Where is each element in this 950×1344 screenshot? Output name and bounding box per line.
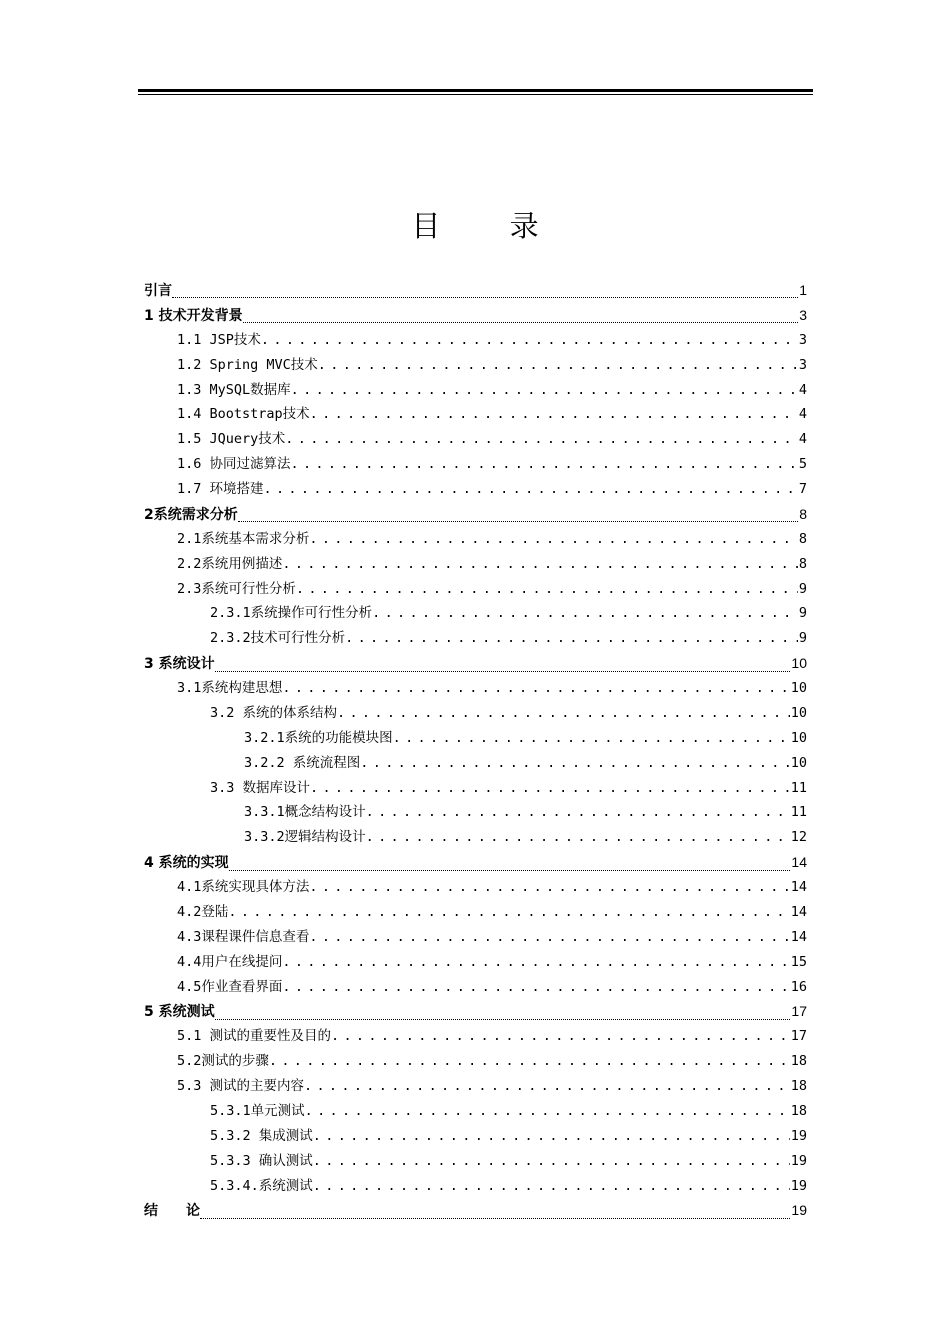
toc-leader-dots bbox=[331, 1024, 790, 1049]
header-rule-thin bbox=[138, 94, 813, 95]
toc-leader-dots bbox=[296, 577, 798, 602]
toc-entry-label: 4.4用户在线提问 bbox=[177, 953, 283, 970]
toc-entry[interactable] bbox=[144, 800, 807, 825]
toc-entry-label: 2.1系统基本需求分析 bbox=[177, 530, 310, 547]
toc-entry-page-number: 15 bbox=[790, 953, 807, 970]
toc-entry[interactable] bbox=[144, 328, 807, 353]
toc-entry-page-number: 4 bbox=[798, 406, 807, 423]
toc-entry[interactable] bbox=[144, 378, 807, 403]
page-title: 目 录 bbox=[411, 209, 569, 243]
toc-leader-dots bbox=[309, 925, 789, 950]
toc-entry-page-number: 18 bbox=[790, 1078, 807, 1094]
table-of-contents bbox=[144, 278, 807, 1223]
toc-entry-label: 2.3.1系统操作可行性分析 bbox=[210, 605, 373, 622]
toc-leader-dots bbox=[291, 378, 798, 403]
toc-entry-page-number: 12 bbox=[790, 829, 807, 846]
toc-entry-label: 1.1 JSP技术 bbox=[177, 331, 261, 348]
toc-entry-page-number: 8 bbox=[798, 530, 807, 547]
toc-leader-dots bbox=[366, 800, 790, 825]
toc-entry[interactable] bbox=[144, 701, 807, 726]
toc-leader-dots bbox=[310, 402, 798, 427]
toc-entry-label: 3.2.1系统的功能模块图 bbox=[244, 729, 393, 746]
toc-entry-page-number: 9 bbox=[798, 630, 807, 647]
toc-entry-page-number: 3 bbox=[798, 331, 807, 348]
toc-entry-label: 1.5 JQuery技术 bbox=[177, 431, 286, 448]
toc-leader-dots bbox=[215, 662, 791, 672]
toc-leader-dots bbox=[172, 288, 798, 298]
toc-leader-dots bbox=[282, 676, 789, 701]
toc-entry[interactable] bbox=[144, 1074, 807, 1099]
toc-entry-label: 1.2 Spring MVC技术 bbox=[177, 356, 318, 373]
toc-entry-page-number: 19 bbox=[790, 1177, 807, 1194]
toc-entry[interactable] bbox=[144, 1049, 807, 1074]
toc-entry-page-number: 7 bbox=[798, 481, 807, 497]
toc-leader-dots bbox=[228, 900, 789, 925]
toc-entry[interactable] bbox=[144, 601, 807, 626]
toc-entry[interactable] bbox=[144, 776, 807, 801]
toc-leader-dots bbox=[285, 427, 798, 452]
toc-entry-page-number: 8 bbox=[798, 555, 807, 572]
toc-entry[interactable] bbox=[144, 875, 807, 900]
toc-entry-label: 3.1系统构建思想 bbox=[177, 680, 283, 696]
toc-leader-dots bbox=[282, 950, 789, 975]
toc-entry-label: 3.2.2 系统流程图 bbox=[244, 754, 361, 771]
toc-entry-label: 2.3系统可行性分析 bbox=[177, 580, 296, 597]
toc-entry[interactable] bbox=[144, 427, 807, 452]
toc-entry-label: 4.2登陆 bbox=[177, 903, 229, 920]
toc-leader-dots bbox=[291, 452, 798, 477]
toc-leader-dots bbox=[309, 527, 797, 552]
toc-entry-page-number: 14 bbox=[790, 903, 807, 920]
toc-entry[interactable] bbox=[144, 502, 807, 527]
toc-entry-label: 3.2 系统的体系结构 bbox=[210, 704, 338, 721]
toc-entry-label: 4.5作业查看界面 bbox=[177, 978, 283, 995]
toc-entry-page-number: 4 bbox=[798, 431, 807, 448]
toc-entry[interactable] bbox=[144, 1174, 807, 1199]
toc-entry-page-number: 17 bbox=[790, 1028, 807, 1045]
toc-entry[interactable] bbox=[144, 452, 807, 477]
toc-entry-page-number: 18 bbox=[790, 1053, 807, 1070]
toc-entry-label: 1.4 Bootstrap技术 bbox=[177, 406, 310, 423]
toc-entry-page-number: 18 bbox=[790, 1102, 807, 1119]
toc-entry-page-number: 10 bbox=[790, 729, 807, 746]
toc-entry-page-number: 19 bbox=[790, 1127, 807, 1144]
toc-entry-label: 3.3.2逻辑结构设计 bbox=[244, 829, 366, 846]
toc-entry[interactable] bbox=[144, 850, 807, 875]
toc-leader-dots bbox=[264, 477, 798, 502]
toc-leader-dots bbox=[393, 726, 790, 751]
toc-entry-page-number: 1 bbox=[799, 282, 807, 298]
toc-leader-dots bbox=[372, 601, 798, 626]
toc-entry-label: 5.3.3 确认测试 bbox=[210, 1152, 313, 1169]
toc-entry[interactable] bbox=[144, 751, 807, 776]
toc-leader-dots bbox=[309, 875, 789, 900]
toc-entry[interactable] bbox=[144, 726, 807, 751]
toc-leader-dots bbox=[337, 701, 790, 726]
toc-entry[interactable] bbox=[144, 1024, 807, 1049]
toc-entry-page-number: 8 bbox=[799, 505, 807, 522]
toc-leader-dots bbox=[310, 776, 790, 801]
toc-leader-dots bbox=[304, 1074, 790, 1099]
toc-entry-label: 3.3 数据库设计 bbox=[210, 779, 311, 796]
toc-entry-label: 4 系统的实现 bbox=[144, 855, 229, 872]
toc-leader-dots bbox=[305, 1099, 790, 1124]
toc-entry[interactable] bbox=[144, 552, 807, 577]
toc-leader-dots bbox=[313, 1149, 790, 1174]
toc-entry-label: 3 系统设计 bbox=[144, 656, 215, 673]
toc-entry-page-number: 19 bbox=[790, 1152, 807, 1169]
toc-entry[interactable] bbox=[144, 402, 807, 427]
toc-entry[interactable] bbox=[144, 825, 807, 850]
toc-entry-label: 4.3课程课件信息查看 bbox=[177, 928, 310, 945]
toc-entry[interactable] bbox=[144, 950, 807, 975]
toc-leader-dots bbox=[282, 975, 789, 1000]
toc-entry[interactable] bbox=[144, 651, 807, 676]
toc-entry[interactable] bbox=[144, 626, 807, 651]
toc-entry-page-number: 10 bbox=[791, 655, 807, 672]
toc-leader-dots bbox=[313, 1174, 790, 1199]
toc-entry-page-number: 11 bbox=[790, 804, 807, 821]
toc-entry-page-number: 17 bbox=[791, 1003, 807, 1020]
toc-entry-page-number: 16 bbox=[790, 978, 807, 995]
toc-entry-label: 1.3 MySQL数据库 bbox=[177, 381, 291, 398]
toc-entry[interactable] bbox=[144, 925, 807, 950]
toc-entry[interactable] bbox=[144, 278, 807, 303]
toc-entry-label: 2.2系统用例描述 bbox=[177, 555, 283, 572]
toc-leader-dots bbox=[366, 825, 790, 850]
header-rule-thick bbox=[138, 89, 813, 92]
toc-entry-page-number: 9 bbox=[798, 605, 807, 622]
toc-entry-label: 3.3.1概念结构设计 bbox=[244, 804, 366, 821]
toc-entry-label: 引言 bbox=[144, 283, 172, 299]
toc-leader-dots bbox=[229, 861, 791, 871]
toc-entry[interactable] bbox=[144, 477, 807, 502]
toc-leader-dots bbox=[200, 1209, 790, 1219]
toc-leader-dots bbox=[261, 328, 798, 353]
toc-leader-dots bbox=[215, 1010, 791, 1020]
toc-entry-page-number: 14 bbox=[791, 854, 807, 871]
toc-entry-label: 1.7 环境搭建 bbox=[177, 481, 264, 497]
toc-leader-dots bbox=[313, 1124, 790, 1149]
toc-entry-page-number: 3 bbox=[798, 356, 807, 373]
toc-entry[interactable] bbox=[144, 577, 807, 602]
toc-entry-page-number: 19 bbox=[791, 1202, 807, 1219]
toc-entry-label: 5.3 测试的主要内容 bbox=[177, 1078, 305, 1094]
toc-entry[interactable] bbox=[144, 1149, 807, 1174]
toc-leader-dots bbox=[318, 353, 798, 378]
toc-entry-page-number: 14 bbox=[790, 928, 807, 945]
toc-entry-page-number: 14 bbox=[790, 879, 807, 895]
toc-entry-label: 5.2测试的步骤 bbox=[177, 1053, 269, 1070]
toc-entry-label: 5.3.1单元测试 bbox=[210, 1102, 305, 1119]
toc-entry[interactable] bbox=[144, 527, 807, 552]
toc-entry-page-number: 10 bbox=[790, 754, 807, 771]
toc-entry[interactable] bbox=[144, 900, 807, 925]
toc-entry-label: 2系统需求分析 bbox=[144, 506, 238, 523]
toc-entry[interactable] bbox=[144, 1099, 807, 1124]
toc-entry[interactable] bbox=[144, 353, 807, 378]
toc-entry[interactable] bbox=[144, 1198, 807, 1223]
toc-leader-dots bbox=[360, 751, 789, 776]
toc-entry-label: 4.1系统实现具体方法 bbox=[177, 879, 310, 895]
toc-entry-label: 结 论 bbox=[144, 1203, 200, 1220]
toc-entry-page-number: 5 bbox=[798, 456, 807, 473]
toc-leader-dots bbox=[282, 552, 797, 577]
toc-entry-label: 1.6 协同过滤算法 bbox=[177, 456, 291, 473]
toc-leader-dots bbox=[238, 512, 798, 522]
toc-leader-dots bbox=[269, 1049, 790, 1074]
toc-leader-dots bbox=[345, 626, 798, 651]
toc-entry-page-number: 4 bbox=[798, 381, 807, 398]
toc-entry[interactable] bbox=[144, 676, 807, 701]
toc-entry[interactable] bbox=[144, 303, 807, 328]
toc-entry-label: 5.1 测试的重要性及目的 bbox=[177, 1028, 332, 1045]
toc-entry-label: 2.3.2技术可行性分析 bbox=[210, 630, 346, 647]
toc-entry-page-number: 9 bbox=[798, 580, 807, 597]
toc-entry[interactable] bbox=[144, 999, 807, 1024]
toc-entry[interactable] bbox=[144, 1124, 807, 1149]
toc-entry-page-number: 11 bbox=[790, 779, 807, 796]
toc-entry-label: 5 系统测试 bbox=[144, 1004, 215, 1021]
toc-entry-page-number: 3 bbox=[799, 306, 807, 323]
toc-entry-label: 5.3.4.系统测试 bbox=[210, 1177, 313, 1194]
toc-entry-label: 1 技术开发背景 bbox=[144, 307, 243, 324]
toc-entry-page-number: 10 bbox=[790, 680, 807, 696]
toc-entry-page-number: 10 bbox=[790, 704, 807, 721]
toc-entry[interactable] bbox=[144, 975, 807, 1000]
toc-leader-dots bbox=[243, 313, 799, 323]
toc-entry-label: 5.3.2 集成测试 bbox=[210, 1127, 313, 1144]
